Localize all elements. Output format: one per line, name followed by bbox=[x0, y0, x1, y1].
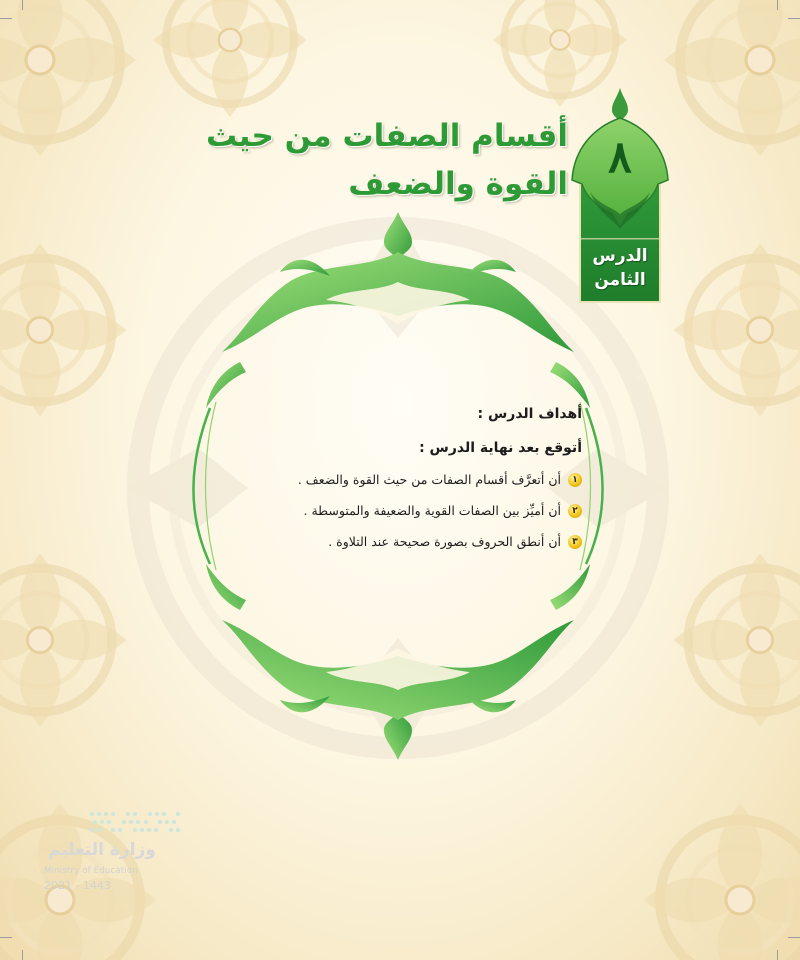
objectives-heading: أهداف الدرس : bbox=[477, 406, 582, 422]
crop-mark bbox=[22, 950, 23, 960]
objectives-subheading: أتوقع بعد نهاية الدرس : bbox=[419, 440, 582, 456]
lesson-title-line-1: أقسام الصفات من حيث bbox=[205, 118, 568, 154]
ministry-dots-icon bbox=[88, 808, 184, 836]
objective-item bbox=[220, 470, 582, 490]
objective-number-badge: ٢ bbox=[568, 504, 582, 518]
objective-number-badge: ٣ bbox=[568, 535, 582, 549]
crop-mark bbox=[788, 937, 800, 938]
ministry-logo bbox=[44, 808, 184, 898]
crop-mark bbox=[0, 18, 12, 19]
crop-mark bbox=[788, 18, 800, 19]
lesson-objectives bbox=[220, 404, 582, 563]
lesson-label-line-1: الدرس bbox=[592, 246, 648, 266]
ministry-year: 2021 - 1443 bbox=[44, 879, 111, 892]
objective-item bbox=[220, 501, 582, 521]
objective-text: أن أميِّز بين الصفات القوية والضعيفة والمتوسطة . bbox=[303, 503, 561, 518]
lesson-label-line-2: الثامن bbox=[594, 270, 646, 290]
crop-mark bbox=[777, 0, 778, 10]
objective-text: أن أتعرَّف أقسام الصفات من حيث القوة والضعف . bbox=[297, 472, 561, 487]
crop-mark bbox=[777, 950, 778, 960]
crop-mark bbox=[0, 937, 12, 938]
ministry-name-arabic: وزارة التعليم bbox=[48, 840, 156, 860]
lesson-number: ٨ bbox=[608, 132, 632, 183]
objective-text: أن أنطق الحروف بصورة صحيحة عند التلاوة . bbox=[328, 534, 561, 549]
lesson-title bbox=[148, 112, 568, 208]
lesson-title-line-2: القوة والضعف bbox=[348, 166, 568, 202]
ministry-name-english: Ministry of Education bbox=[44, 866, 138, 876]
objective-number-badge: ١ bbox=[568, 473, 582, 487]
objective-item bbox=[220, 532, 582, 552]
crop-mark bbox=[22, 0, 23, 10]
